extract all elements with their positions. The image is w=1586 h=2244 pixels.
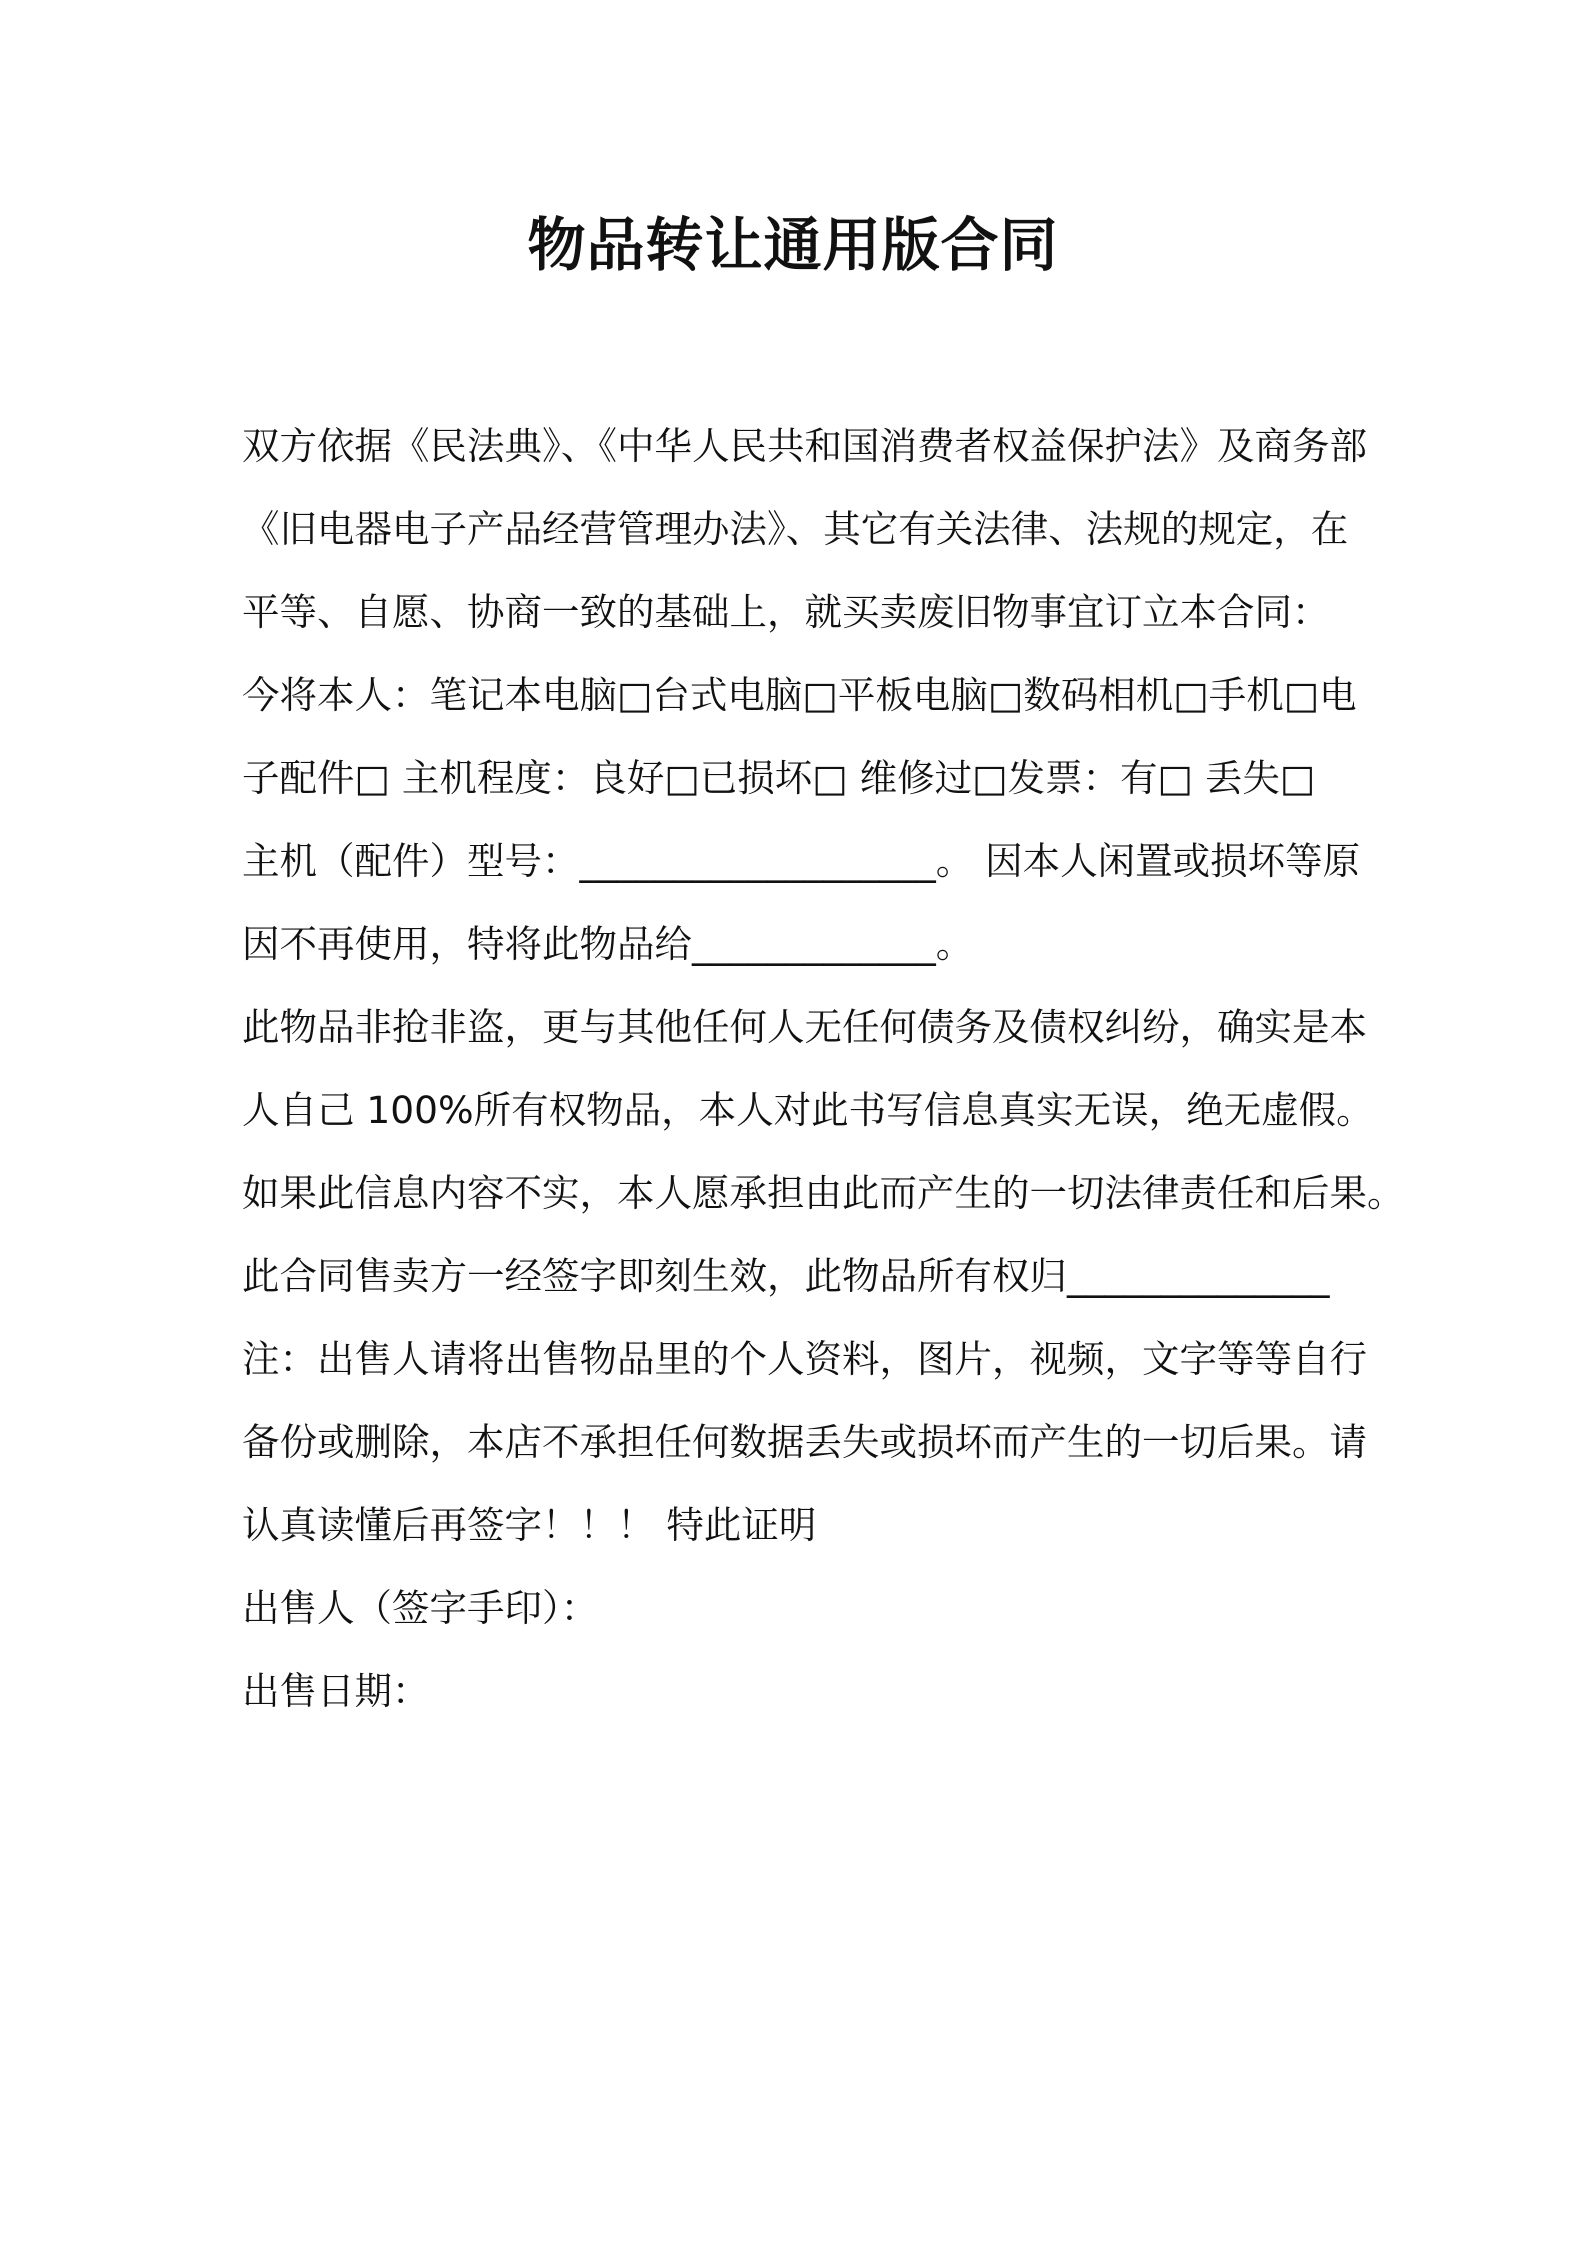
ownership-statement-line-2: 人自己 100%所有权物品，本人对此书写信息真实无误，绝无虚假。 <box>242 1088 1374 1132</box>
clause-legal-basis-line-1: 双方依据《民法典》、《中华人民共和国消费者权益保护法》及商务部 <box>242 424 1367 468</box>
note-line-3: 认真读懂后再签字！！！ 特此证明 <box>242 1503 817 1547</box>
clause-legal-basis-line-3: 平等、自愿、协商一致的基础上，就买卖废旧物事宜订立本合同： <box>242 590 1330 634</box>
transfer-recipient-line: 因不再使用，特将此物品给_____________。 <box>242 922 974 966</box>
page-title: 物品转让通用版合同 <box>527 211 1059 279</box>
liability-statement-line: 如果此信息内容不实，本人愿承担由此而产生的一切法律责任和后果。 <box>242 1171 1405 1215</box>
note-line-1: 注：出售人请将出售物品里的个人资料，图片，视频，文字等等自行 <box>242 1337 1367 1381</box>
contract-body <box>242 405 1405 1733</box>
item-model-line: 主机（配件）型号：___________________。 因本人闲置或损坏等原 <box>242 839 1361 883</box>
note-line-2: 备份或删除，本店不承担任何数据丢失或损坏而产生的一切后果。请 <box>242 1420 1367 1464</box>
seller-signature-line: 出售人（签字手印）： <box>242 1586 599 1630</box>
effective-ownership-line: 此合同售卖方一经签字即刻生效，此物品所有权归______________ <box>242 1254 1330 1298</box>
item-type-line-2: 子配件□ 主机程度：良好□已损坏□ 维修过□发票：有□ 丢失□ <box>242 756 1316 800</box>
clause-legal-basis-line-2: 《旧电器电子产品经营管理办法》、其它有关法律、法规的规定，在 <box>242 507 1349 551</box>
item-type-line-1: 今将本人：笔记本电脑□台式电脑□平板电脑□数码相机□手机□电 <box>242 673 1357 717</box>
ownership-statement-line-1: 此物品非抢非盗，更与其他任何人无任何债务及债权纠纷，确实是本 <box>242 1005 1367 1049</box>
sale-date-line: 出售日期： <box>242 1669 430 1713</box>
